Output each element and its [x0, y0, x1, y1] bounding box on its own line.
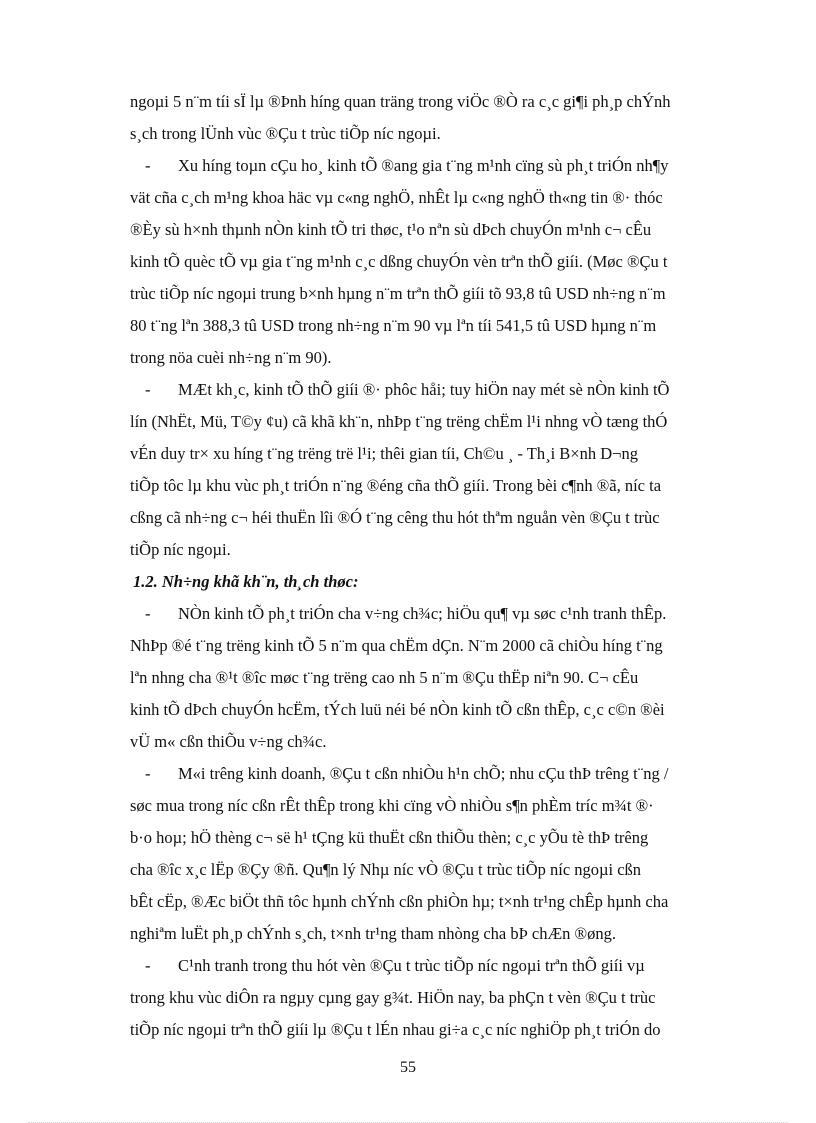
text-line: nghiªm luËt ph¸p chÝnh s¸ch, t×nh tr¹ng tham nhòng cha bÞ chÆn ®øng. [130, 924, 616, 943]
text-line: kinh tÕ quèc tÕ vµ gia t¨ng m¹nh c¸c dßng chuyÓn vèn trªn thÕ giíi. (Møc ®Çu t [130, 252, 668, 271]
text-line: tiÕp níc ngoµi trªn thÕ giíi lµ ®Çu t lÉn nhau gi÷a c¸c níc nghiÖp ph¸t triÓn do [130, 1020, 661, 1039]
text-line: lªn nhng cha ®¹t ®îc møc t¨ng trëng cao nh 5 n¨m ®Çu thËp niªn 90. C¬ cÊu [130, 668, 639, 687]
bullet-dash: - [145, 156, 151, 175]
text-line: kinh tÕ dÞch chuyÓn hcËm, tÝch luü néi bé nÒn kinh tÕ cßn thÊp, c¸c c©n ®èi [130, 700, 665, 719]
text-line: tiÕp tôc lµ khu vùc ph¸t triÓn n¨ng ®éng cña thÕ giíi. Trong bèi c¶nh ®ã, níc ta [130, 476, 662, 495]
page-number: 55 [400, 1059, 416, 1076]
text-line: M«i trêng kinh doanh, ®Çu t cßn nhiÒu h¹n chÕ; nhu cÇu thÞ trêng t¨ng / [178, 764, 669, 783]
text-line: søc mua trong níc cßn rÊt thÊp trong khi cïng vÒ nhiÒu s¶n phÈm tríc m¾t ®· [130, 796, 654, 815]
text-line: cha ®îc x¸c lËp ®Çy ®ñ. Qu¶n lý Nhµ níc vÒ ®Çu t trùc tiÕp níc ngoµi cßn [130, 860, 642, 879]
text-line: s¸ch trong lÜnh vùc ®Çu t trùc tiÕp níc ngoµi. [130, 124, 441, 143]
text-line: vät cña c¸ch m¹ng khoa häc vµ c«ng nghÖ, nhÊt lµ c«ng nghÖ th«ng tin ®· thóc [130, 188, 663, 207]
text-line: ngoµi 5 n¨m tíi sÏ lµ ®Þnh híng quan träng trong viÖc ®Ò ra c¸c gi¶i ph¸p chÝnh [130, 92, 671, 111]
bullet-dash: - [145, 604, 151, 623]
text-line: Xu híng toµn cÇu ho¸ kinh tÕ ®ang gia t¨ng m¹nh cïng sù ph¸t triÓn nh¶y [178, 156, 669, 175]
bullet-dash: - [145, 956, 151, 975]
text-line: bÊt cËp, ®Æc biÖt thñ tôc hµnh chÝnh cßn phiÒn hµ; t×nh tr¹ng chÊp hµnh cha [130, 892, 669, 911]
text-line: trong khu vùc diÔn ra ngµy cµng gay g¾t. HiÖn nay, ba phÇn t vèn ®Çu t trùc [130, 988, 656, 1007]
text-line: vÉn duy tr× xu híng t¨ng trëng trë l¹i; thêi gian tíi, Ch©u ¸ - Th¸i B×nh D¬ng [130, 444, 638, 463]
text-line: cßng cã nh÷ng c¬ héi thuËn lîi ®Ó t¨ng cêng thu hót thªm nguån vèn ®Çu t trùc [130, 508, 660, 527]
text-line: MÆt kh¸c, kinh tÕ thÕ giíi ®· phôc håi; tuy hiÖn nay mét sè nÒn kinh tÕ [178, 380, 670, 399]
text-line: NhÞp ®é t¨ng trëng kinh tÕ 5 n¨m qua chËm dÇn. N¨m 2000 cã chiÒu híng t¨ng [130, 636, 663, 655]
section-heading: 1.2. Nh÷ng khã kh¨n, th¸ch thøc: [133, 572, 359, 591]
text-line: 80 t¨ng lªn 388,3 tû USD trong nh÷ng n¨m 90 vµ lªn tíi 541,5 tû USD hµng n¨m [130, 316, 657, 335]
text-line: tiÕp níc ngoµi. [130, 540, 231, 559]
text-line: C¹nh tranh trong thu hót vèn ®Çu t trùc tiÕp níc ngoµi trªn thÕ giíi vµ [178, 956, 645, 975]
text-line: trong nöa cuèi nh÷ng n¨m 90). [130, 348, 332, 367]
text-line: vÜ m« cßn thiÕu v÷ng ch¾c. [130, 732, 327, 751]
bullet-dash: - [145, 764, 151, 783]
text-line: b·o hoµ; hÖ thèng c¬ së h¹ tÇng kü thuËt cßn thiÕu thèn; c¸c yÕu tè thÞ trêng [130, 828, 649, 847]
text-line: lín (NhËt, Mü, T©y ¢u) cã khã kh¨n, nhÞp t¨ng trëng chËm l¹i nhng vÒ tæng thÓ [130, 412, 668, 431]
text-line: trùc tiÕp níc ngoµi trung b×nh hµng n¨m trªn thÕ giíi tõ 93,8 tû USD nh÷ng n¨m [130, 284, 666, 303]
text-line: ®Èy sù h×nh thµnh nÒn kinh tÕ tri thøc, t¹o nªn sù dÞch chuyÓn m¹nh c¬ cÊu [130, 220, 652, 239]
bullet-dash: - [145, 380, 151, 399]
text-line: NÒn kinh tÕ ph¸t triÓn cha v÷ng ch¾c; hiÖu qu¶ vµ søc c¹nh tranh thÊp. [178, 604, 667, 623]
